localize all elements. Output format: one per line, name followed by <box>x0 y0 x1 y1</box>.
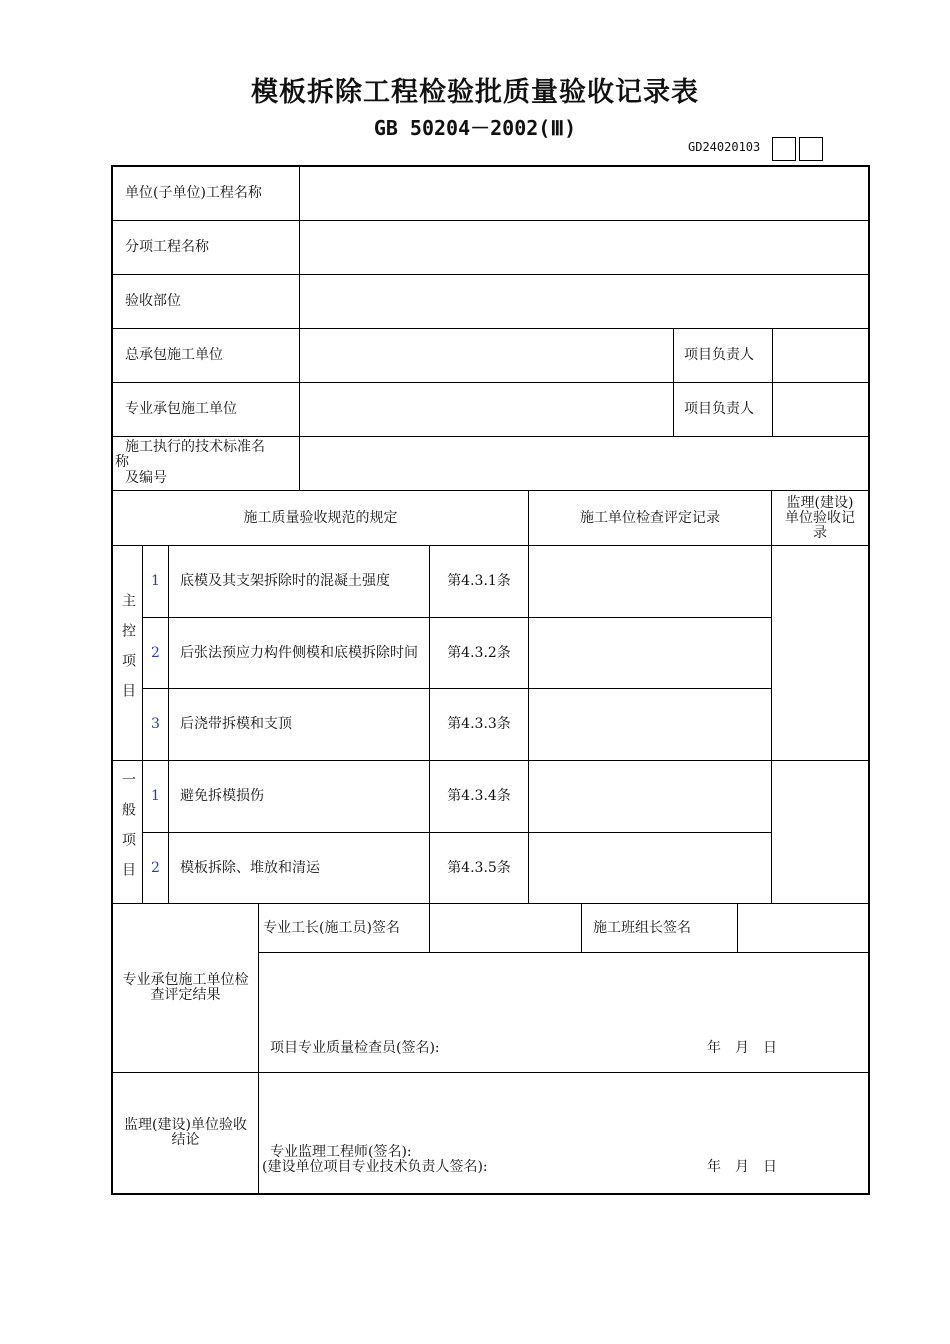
column-spec: 施工质量验收规范的规定 <box>113 490 528 545</box>
general-items-label: 一般项目 <box>113 760 142 903</box>
field-sub-project[interactable] <box>299 220 868 274</box>
standard-name-line3: 及编号 <box>125 470 167 486</box>
main-item-2-no: 2 <box>142 617 168 688</box>
general-item-2-record[interactable] <box>528 832 771 903</box>
label-unit-project: 单位(子单位)工程名称 <box>125 185 262 201</box>
standard-number: GB 50204－2002(Ⅲ) <box>373 116 577 140</box>
main-item-1-no: 1 <box>142 545 168 617</box>
field-project-manager-2[interactable] <box>772 382 868 436</box>
label-project-manager-2: 项目负责人 <box>673 382 772 436</box>
label-project-manager-1: 项目负责人 <box>673 328 772 382</box>
supervisor-result-date: 年 月 日 <box>707 1159 777 1175</box>
general-item-1-no: 1 <box>142 760 168 832</box>
contractor-result-label: 专业承包施工单位检查评定结果 <box>113 903 258 1072</box>
contractor-result-date: 年 月 日 <box>707 1040 777 1056</box>
general-item-1-record[interactable] <box>528 760 771 832</box>
general-items-supervisor[interactable] <box>771 760 868 903</box>
field-acceptance-part[interactable] <box>299 274 868 328</box>
form-code: GD24020103 <box>688 140 761 154</box>
owner-technical-lead-signature: (建设单位项目专业技术负责人签名): <box>262 1159 488 1175</box>
standard-name-line2: 称 <box>115 454 129 470</box>
field-general-contractor[interactable] <box>299 328 673 382</box>
team-leader-signature-label: 施工班组长签名 <box>581 903 737 952</box>
form-code-box-2[interactable] <box>799 137 823 161</box>
main-item-3-text: 后浇带拆模和支顶 <box>168 688 429 760</box>
main-item-1-clause: 第4.3.1条 <box>429 545 528 617</box>
field-specialty-contractor[interactable] <box>299 382 673 436</box>
general-item-2-clause: 第4.3.5条 <box>429 832 528 903</box>
main-items-label: 主控项目 <box>113 545 142 760</box>
label-acceptance-part: 验收部位 <box>113 274 299 328</box>
main-item-2-record[interactable] <box>528 617 771 688</box>
quality-inspector-signature: 项目专业质量检查员(签名): <box>270 1040 440 1056</box>
main-item-1-record[interactable] <box>528 545 771 617</box>
main-item-2-text: 后张法预应力构件侧模和底模拆除时间 <box>168 617 429 688</box>
column-record: 施工单位检查评定记录 <box>528 490 771 545</box>
supervisor-engineer-signature: 专业监理工程师(签名): <box>270 1144 412 1160</box>
foreman-signature-field[interactable] <box>429 903 581 952</box>
field-unit-project[interactable] <box>299 167 868 220</box>
label-sub-project: 分项工程名称 <box>113 220 299 274</box>
team-leader-signature-field[interactable] <box>737 903 868 952</box>
main-item-3-record[interactable] <box>528 688 771 760</box>
page-title: 模板拆除工程检验批质量验收记录表 <box>251 77 699 108</box>
inspection-form <box>111 165 870 1195</box>
standard-name-line1: 施工执行的技术标准名 <box>125 439 265 455</box>
main-item-3-clause: 第4.3.3条 <box>429 688 528 760</box>
column-supervisor: 监理(建设)单位验收记录 <box>771 490 868 545</box>
general-item-2-text: 模板拆除、堆放和清运 <box>168 832 429 903</box>
label-specialty-contractor: 专业承包施工单位 <box>113 382 299 436</box>
form-code-box-1[interactable] <box>772 137 796 161</box>
general-item-2-no: 2 <box>142 832 168 903</box>
foreman-signature-label: 专业工长(施工员)签名 <box>258 903 429 952</box>
general-item-1-text: 避免拆模损伤 <box>168 760 429 832</box>
main-item-1-text: 底模及其支架拆除时的混凝土强度 <box>168 545 429 617</box>
supervisor-result-label: 监理(建设)单位验收结论 <box>113 1072 258 1193</box>
label-general-contractor: 总承包施工单位 <box>113 328 299 382</box>
general-item-1-clause: 第4.3.4条 <box>429 760 528 832</box>
field-standard-name[interactable] <box>299 436 868 490</box>
main-items-supervisor[interactable] <box>771 545 868 760</box>
main-item-2-clause: 第4.3.2条 <box>429 617 528 688</box>
field-project-manager-1[interactable] <box>772 328 868 382</box>
main-item-3-no: 3 <box>142 688 168 760</box>
